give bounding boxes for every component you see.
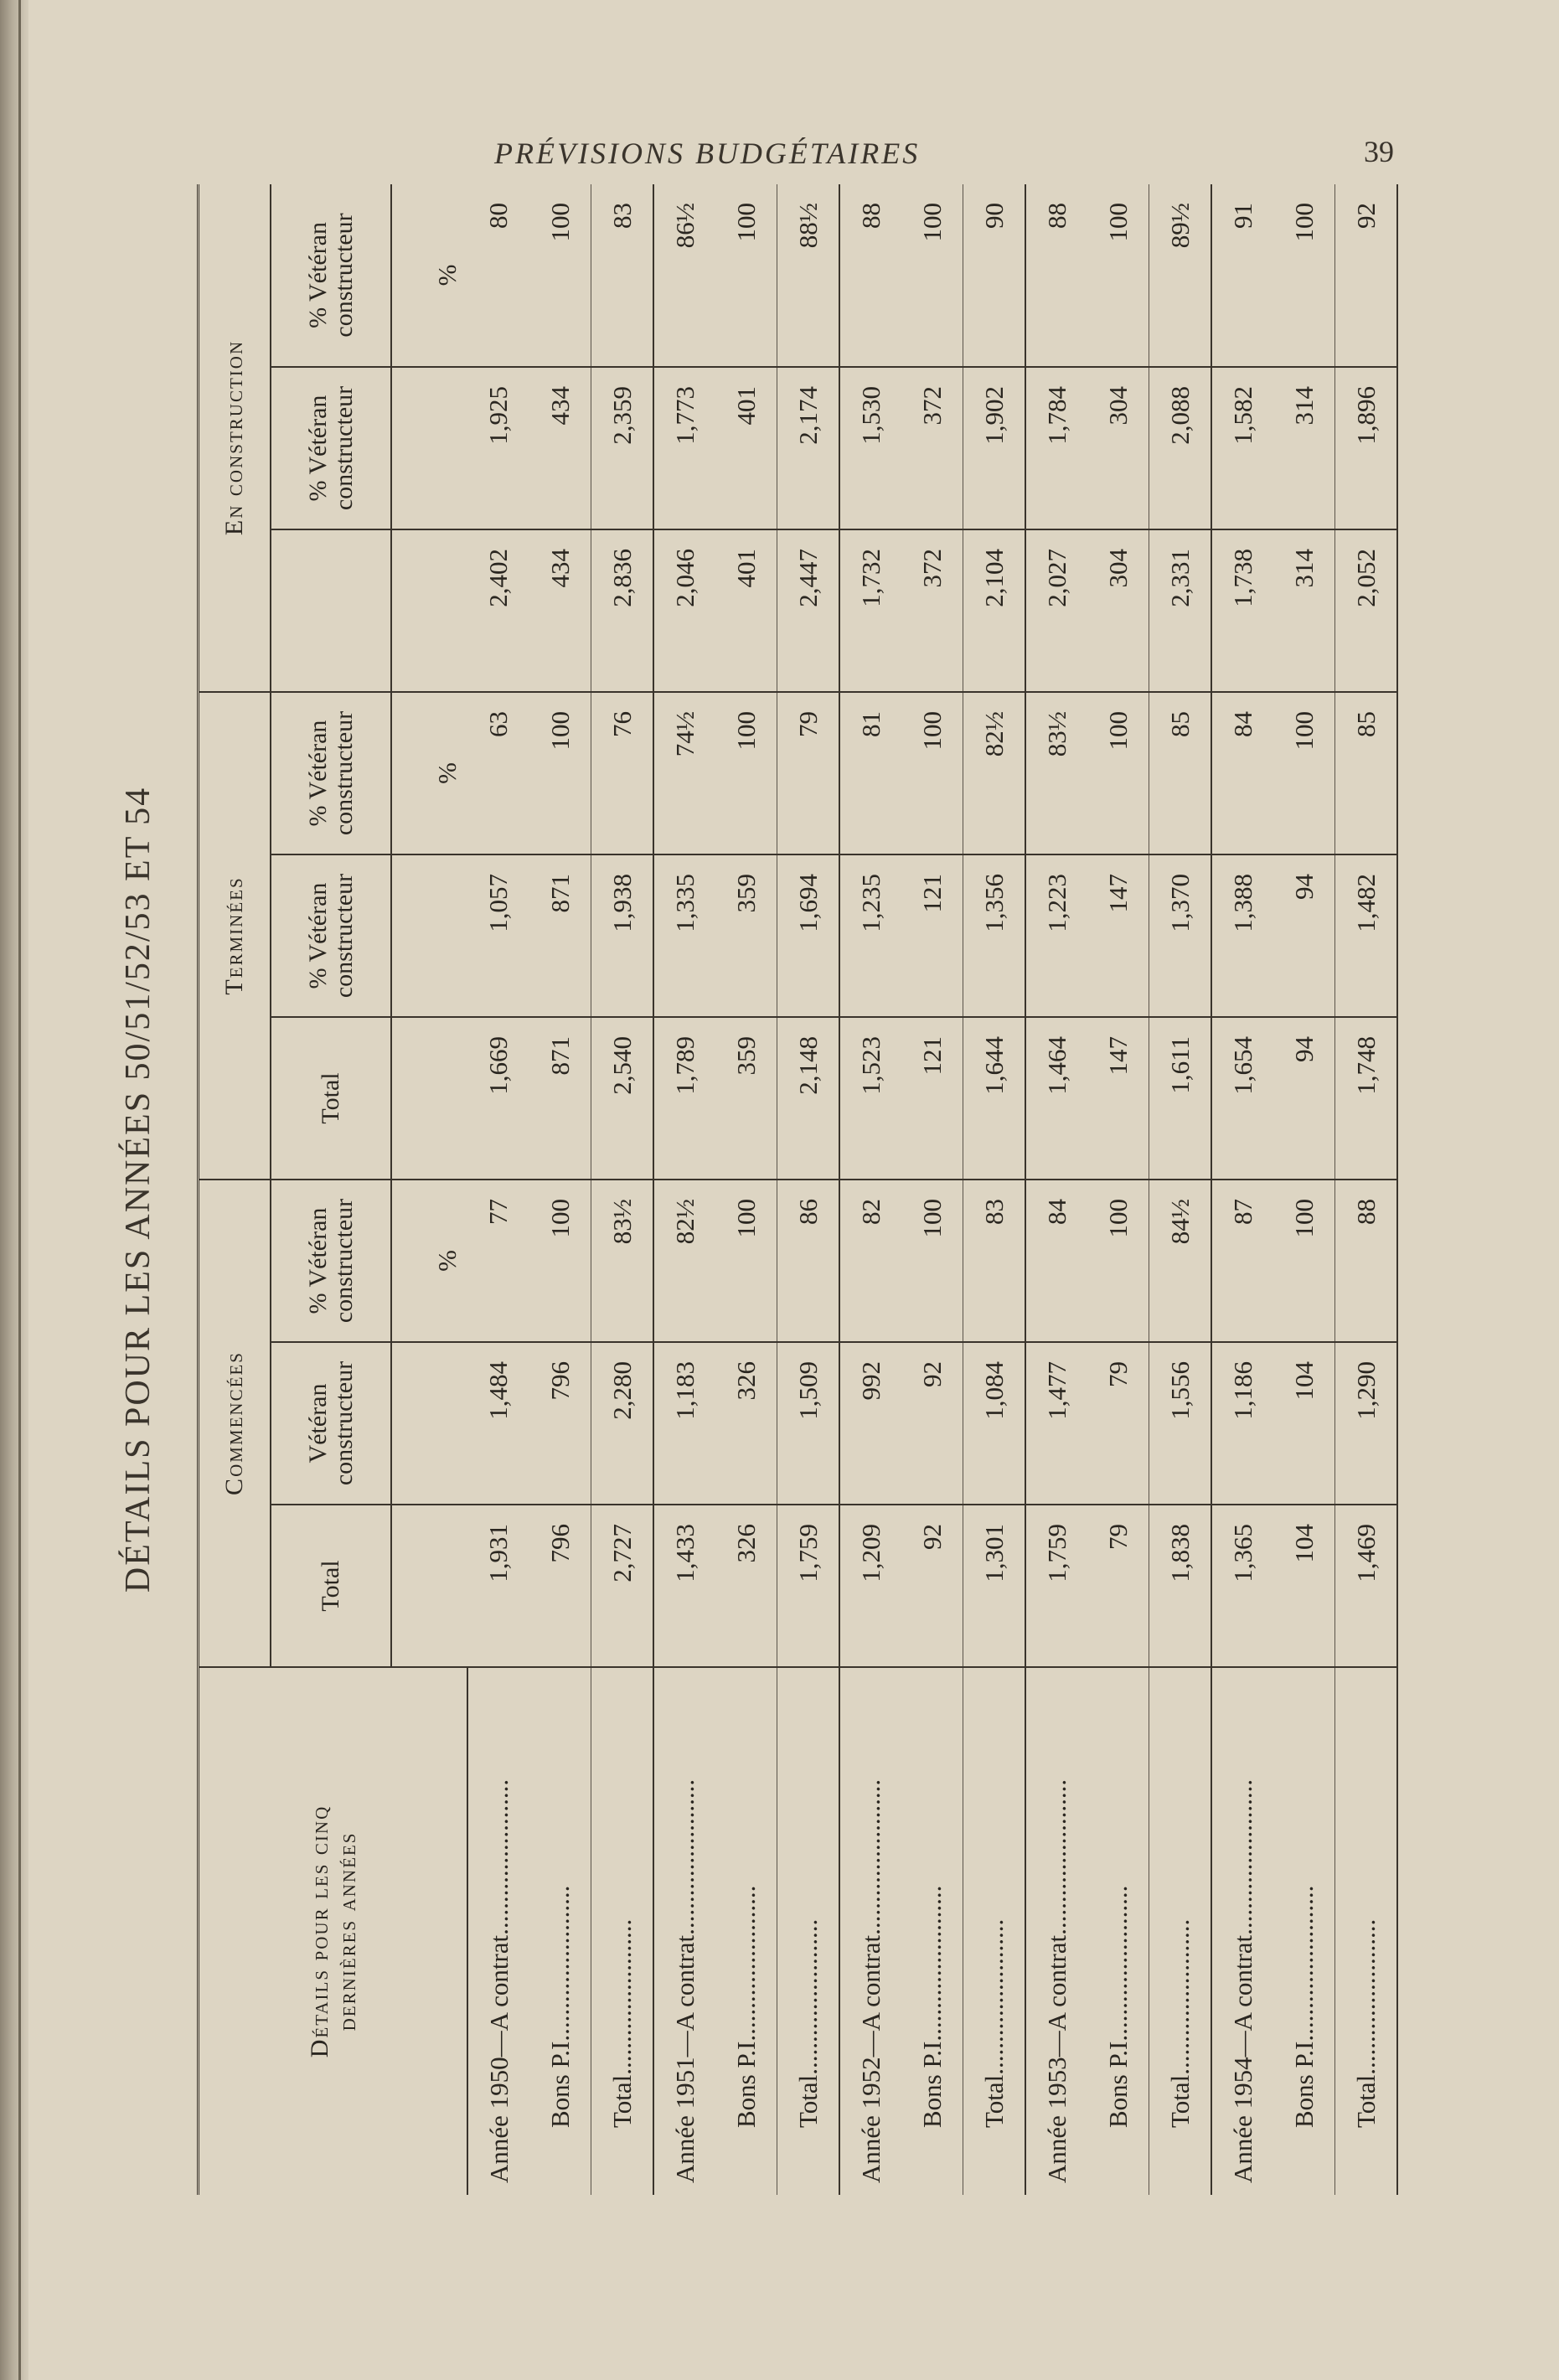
cell-c-pct: 100 bbox=[715, 1180, 777, 1342]
cell-t-total: 1,669 bbox=[467, 1017, 529, 1180]
col-header-total: Total bbox=[271, 1505, 391, 1667]
cell-t-total: 2,540 bbox=[591, 1017, 654, 1180]
cell-c-total: 1,469 bbox=[1335, 1505, 1398, 1667]
cell-t-vet: 1,482 bbox=[1335, 854, 1398, 1017]
cell-c-total: 2,727 bbox=[591, 1505, 654, 1667]
cell-t-total: 2,148 bbox=[777, 1017, 840, 1180]
col-header-total-blank bbox=[271, 529, 391, 692]
table-row bbox=[777, 184, 840, 2195]
cell-t-vet: 147 bbox=[1087, 854, 1149, 1017]
cell-t-vet: 1,223 bbox=[1025, 854, 1087, 1017]
cell-c-pct: 100 bbox=[901, 1180, 963, 1342]
cell-t-pct: 81 bbox=[839, 692, 901, 854]
cell-c-pct: 87 bbox=[1211, 1180, 1273, 1342]
cell-c-vet: 104 bbox=[1273, 1342, 1335, 1505]
cell-e-pct: 100 bbox=[1273, 184, 1335, 367]
cell-e-total: 2,447 bbox=[777, 529, 840, 692]
cell-e-pct: 92 bbox=[1335, 184, 1398, 367]
row-label: Année 1954—A contrat........................ bbox=[1211, 1667, 1273, 2195]
cell-e-pct: 90 bbox=[963, 184, 1026, 367]
cell-e-pct: 88 bbox=[839, 184, 901, 367]
group-header-en-construction: En construction bbox=[199, 184, 271, 692]
gutter-line bbox=[18, 0, 21, 2380]
page-spine-shadow bbox=[0, 0, 28, 2380]
cell-e-pct: 100 bbox=[529, 184, 591, 367]
cell-e-vet: 434 bbox=[529, 367, 591, 529]
cell-e-pct: 80 bbox=[467, 184, 529, 367]
cell-c-total: 79 bbox=[1087, 1505, 1149, 1667]
cell-e-pct: 100 bbox=[901, 184, 963, 367]
col-header-pct-veteran: % Vétéran constructeur bbox=[271, 1180, 391, 1342]
row-label: Année 1950—A contrat........................ bbox=[467, 1667, 529, 2195]
cell-c-pct: 77 bbox=[467, 1180, 529, 1342]
cell-c-total: 92 bbox=[901, 1505, 963, 1667]
cell-t-total: 121 bbox=[901, 1017, 963, 1180]
cell-t-total: 1,654 bbox=[1211, 1017, 1273, 1180]
cell-t-vet: 1,938 bbox=[591, 854, 654, 1017]
cell-e-total: 1,738 bbox=[1211, 529, 1273, 692]
cell-e-vet: 2,174 bbox=[777, 367, 840, 529]
row-label: Bons P.I........................ bbox=[715, 1667, 777, 2195]
cell-c-pct: 86 bbox=[777, 1180, 840, 1342]
cell-e-pct: 91 bbox=[1211, 184, 1273, 367]
table-row bbox=[901, 184, 963, 2195]
cell-e-total: 372 bbox=[901, 529, 963, 692]
cell-c-vet: 1,477 bbox=[1025, 1342, 1087, 1505]
cell-t-vet: 1,335 bbox=[653, 854, 715, 1017]
cell-e-vet: 1,530 bbox=[839, 367, 901, 529]
cell-t-pct: 82½ bbox=[963, 692, 1026, 854]
cell-e-pct: 100 bbox=[715, 184, 777, 367]
cell-t-total: 1,611 bbox=[1149, 1017, 1212, 1180]
row-label: Année 1951—A contrat........................ bbox=[653, 1667, 715, 2195]
cell-e-vet: 304 bbox=[1087, 367, 1149, 529]
cell-c-pct: 84½ bbox=[1149, 1180, 1212, 1342]
running-head: PRÉVISIONS BUDGÉTAIRES bbox=[494, 137, 921, 170]
table-row bbox=[529, 184, 591, 2195]
cell-t-pct: 83½ bbox=[1025, 692, 1087, 854]
cell-t-total: 1,464 bbox=[1025, 1017, 1087, 1180]
cell-t-pct: 74½ bbox=[653, 692, 715, 854]
cell-c-vet: 326 bbox=[715, 1342, 777, 1505]
group-header-terminees: Terminées bbox=[199, 692, 271, 1180]
cell-t-total: 871 bbox=[529, 1017, 591, 1180]
cell-t-vet: 1,235 bbox=[839, 854, 901, 1017]
cell-t-vet: 1,356 bbox=[963, 854, 1026, 1017]
cell-e-vet: 1,784 bbox=[1025, 367, 1087, 529]
cell-e-pct: 83 bbox=[591, 184, 654, 367]
row-label-header-line2: dernières années bbox=[333, 1831, 361, 2032]
cell-c-pct: 82 bbox=[839, 1180, 901, 1342]
cell-c-total: 1,209 bbox=[855, 1524, 885, 1582]
cell-c-total: 326 bbox=[715, 1505, 777, 1667]
cell-t-vet: 1,370 bbox=[1149, 854, 1212, 1017]
percent-sign: % bbox=[391, 184, 467, 367]
cell-c-vet: 1,290 bbox=[1335, 1342, 1398, 1505]
cell-e-total: 304 bbox=[1087, 529, 1149, 692]
table-row bbox=[1087, 184, 1149, 2195]
cell-e-total: 1,732 bbox=[839, 529, 901, 692]
cell-c-vet: 1,509 bbox=[777, 1342, 840, 1505]
cell-c-vet: 992 bbox=[839, 1342, 901, 1505]
cell-c-vet: 1,556 bbox=[1149, 1342, 1212, 1505]
cell-c-total: 1,838 bbox=[1149, 1505, 1212, 1667]
cell-c-pct: 84 bbox=[1025, 1180, 1087, 1342]
cell-t-pct: 100 bbox=[901, 692, 963, 854]
cell-e-vet: 401 bbox=[715, 367, 777, 529]
cell-t-pct: 84 bbox=[1211, 692, 1273, 854]
cell-e-total: 401 bbox=[715, 529, 777, 692]
row-label: Année 1953—A contrat........................ bbox=[1025, 1667, 1087, 2195]
table-row bbox=[1211, 184, 1273, 2195]
cell-e-total: 2,027 bbox=[1025, 529, 1087, 692]
cell-e-total: 2,402 bbox=[467, 529, 529, 692]
cell-c-pct: 88 bbox=[1335, 1180, 1398, 1342]
cell-e-total: 2,046 bbox=[653, 529, 715, 692]
percent-sign: % bbox=[391, 1180, 467, 1342]
cell-t-total: 94 bbox=[1273, 1017, 1335, 1180]
cell-e-vet: 1,896 bbox=[1335, 367, 1398, 529]
cell-t-vet: 1,057 bbox=[467, 854, 529, 1017]
cell-e-total: 2,104 bbox=[963, 529, 1026, 692]
col-header-veteran: Vétéran constructeur bbox=[271, 1342, 391, 1505]
cell-c-vet: 79 bbox=[1087, 1342, 1149, 1505]
cell-e-vet: 372 bbox=[901, 367, 963, 529]
cell-t-total: 1,523 bbox=[839, 1017, 901, 1180]
cell-e-pct: 86½ bbox=[653, 184, 715, 367]
row-label-header bbox=[199, 1667, 467, 2195]
row-label: Total........................ bbox=[1335, 1667, 1398, 2195]
cell-t-pct: 85 bbox=[1149, 692, 1212, 854]
cell-e-total: 314 bbox=[1273, 529, 1335, 692]
row-label: Bons P.I........................ bbox=[1087, 1667, 1149, 2195]
row-label: Bons P.I........................ bbox=[529, 1667, 591, 2195]
cell-e-pct: 100 bbox=[1087, 184, 1149, 367]
cell-c-vet: 1,186 bbox=[1211, 1342, 1273, 1505]
cell-e-vet: 1,582 bbox=[1211, 367, 1273, 529]
page-number: 39 bbox=[1364, 135, 1394, 168]
col-header-pct-veteran: % Vétéran constructeur bbox=[271, 367, 391, 529]
cell-c-total: 1,759 bbox=[777, 1505, 840, 1667]
cell-c-vet: 1,084 bbox=[963, 1342, 1026, 1505]
table-row bbox=[1273, 184, 1335, 2195]
cell-c-total: 1,759 bbox=[1041, 1524, 1071, 1582]
row-label: Année 1952—A contrat........................ bbox=[839, 1667, 901, 2195]
cell-c-vet: 1,183 bbox=[653, 1342, 715, 1505]
cell-e-total: 2,331 bbox=[1149, 529, 1212, 692]
cell-t-pct: 85 bbox=[1335, 692, 1398, 854]
cell-e-vet: 1,925 bbox=[467, 367, 529, 529]
table-body bbox=[467, 184, 1397, 2195]
table-row bbox=[1025, 184, 1087, 2195]
group-header-commencees: Commencées bbox=[199, 1180, 271, 1667]
cell-e-pct: 88 bbox=[1025, 184, 1087, 367]
row-label: Total........................ bbox=[963, 1667, 1026, 2195]
cell-t-vet: 871 bbox=[529, 854, 591, 1017]
cell-t-vet: 1,388 bbox=[1211, 854, 1273, 1017]
cell-e-pct: 88½ bbox=[777, 184, 840, 367]
cell-c-pct: 83½ bbox=[591, 1180, 654, 1342]
row-label: Total........................ bbox=[1149, 1667, 1212, 2195]
cell-t-vet: 94 bbox=[1273, 854, 1335, 1017]
cell-t-total: 359 bbox=[715, 1017, 777, 1180]
cell-c-pct: 100 bbox=[1273, 1180, 1335, 1342]
col-header-pct-veteran: % Vétéran constructeur bbox=[271, 854, 391, 1017]
cell-e-vet: 1,902 bbox=[963, 367, 1026, 529]
cell-t-pct: 76 bbox=[591, 692, 654, 854]
cell-t-total: 1,644 bbox=[963, 1017, 1026, 1180]
cell-t-total: 1,748 bbox=[1335, 1017, 1398, 1180]
table-row bbox=[839, 184, 901, 2195]
row-label: Bons P.I........................ bbox=[1273, 1667, 1335, 2195]
cell-e-total: 2,836 bbox=[591, 529, 654, 692]
cell-c-vet: 92 bbox=[901, 1342, 963, 1505]
cell-e-vet: 314 bbox=[1273, 367, 1335, 529]
cell-c-total: 104 bbox=[1273, 1505, 1335, 1667]
budget-details-table bbox=[197, 184, 1398, 2195]
cell-t-pct: 100 bbox=[715, 692, 777, 854]
cell-t-vet: 359 bbox=[715, 854, 777, 1017]
cell-t-pct: 100 bbox=[1273, 692, 1335, 854]
table-row bbox=[715, 184, 777, 2195]
cell-c-pct: 100 bbox=[1087, 1180, 1149, 1342]
cell-e-vet: 2,359 bbox=[591, 367, 654, 529]
cell-e-pct: 89½ bbox=[1149, 184, 1212, 367]
rotated-table-block bbox=[109, 184, 1381, 2195]
cell-t-pct: 100 bbox=[529, 692, 591, 854]
row-label: Total........................ bbox=[777, 1667, 840, 2195]
cell-c-vet: 796 bbox=[529, 1342, 591, 1505]
cell-c-total: 796 bbox=[529, 1505, 591, 1667]
table-row bbox=[1149, 184, 1212, 2195]
row-label: Total........................ bbox=[591, 1667, 654, 2195]
cell-t-vet: 1,694 bbox=[777, 854, 840, 1017]
cell-t-vet: 121 bbox=[901, 854, 963, 1017]
table-row bbox=[1335, 184, 1398, 2195]
cell-e-total: 2,052 bbox=[1335, 529, 1398, 692]
table-row bbox=[963, 184, 1026, 2195]
table-row bbox=[653, 184, 715, 2195]
table-title: DÉTAILS POUR LES ANNÉES 50/51/52/53 ET 54 bbox=[119, 786, 157, 1593]
cell-e-vet: 1,773 bbox=[653, 367, 715, 529]
cell-c-total: 1,301 bbox=[963, 1505, 1026, 1667]
row-label-header-line1: Détails pour les cinq bbox=[305, 1804, 333, 2058]
cell-c-vet: 1,484 bbox=[467, 1342, 529, 1505]
cell-c-pct: 100 bbox=[529, 1180, 591, 1342]
cell-c-total: 1,931 bbox=[483, 1524, 513, 1582]
col-header-pct-veteran: % Vétéran constructeur bbox=[271, 692, 391, 854]
cell-e-vet: 2,088 bbox=[1149, 367, 1212, 529]
cell-t-total: 1,789 bbox=[653, 1017, 715, 1180]
cell-t-pct: 100 bbox=[1087, 692, 1149, 854]
cell-c-pct: 82½ bbox=[653, 1180, 715, 1342]
cell-e-total: 434 bbox=[529, 529, 591, 692]
col-header-total: Total bbox=[271, 1017, 391, 1180]
cell-c-vet: 2,280 bbox=[591, 1342, 654, 1505]
table-row bbox=[591, 184, 654, 2195]
percent-sign: % bbox=[391, 692, 467, 854]
cell-c-pct: 83 bbox=[963, 1180, 1026, 1342]
col-header-pct-veteran: % Vétéran constructeur bbox=[271, 184, 391, 367]
cell-t-pct: 79 bbox=[777, 692, 840, 854]
table-row bbox=[467, 184, 529, 2195]
cell-c-total: 1,365 bbox=[1227, 1524, 1257, 1582]
row-label: Bons P.I........................ bbox=[901, 1667, 963, 2195]
cell-t-total: 147 bbox=[1087, 1017, 1149, 1180]
cell-t-pct: 63 bbox=[467, 692, 529, 854]
cell-c-total: 1,433 bbox=[669, 1524, 699, 1582]
